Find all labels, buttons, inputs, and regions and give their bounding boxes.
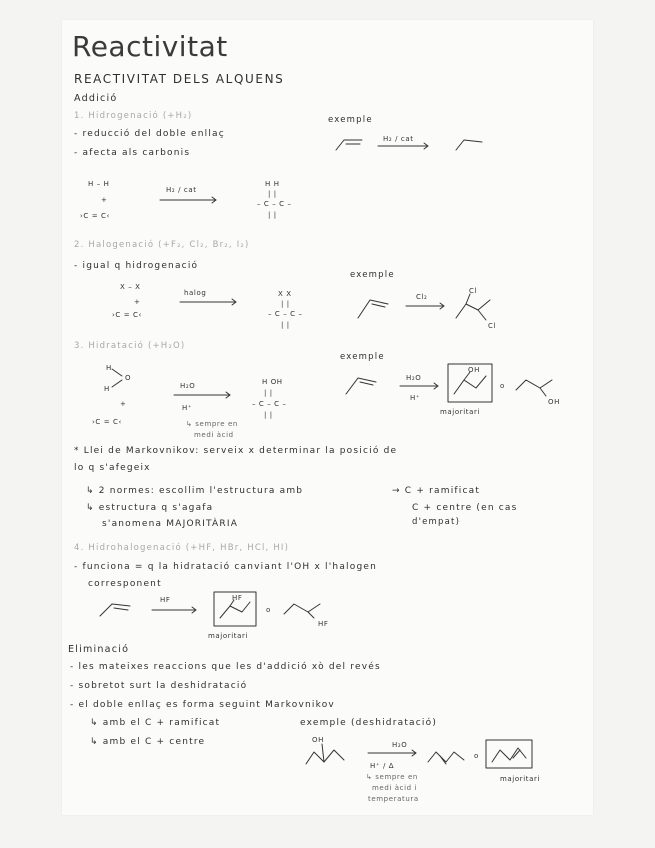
mech-arrow (180, 288, 240, 308)
eliminacio-example (302, 734, 572, 774)
reagent-label: H₂O (406, 374, 422, 382)
mech-product: H OH (262, 378, 283, 386)
mech-product: | | (281, 300, 290, 308)
product-skeleton (220, 602, 250, 618)
major-skeleton (492, 748, 526, 762)
markovnikov-rule: * Llei de Markovnikov: serveix x determinar la posició de (74, 446, 398, 456)
hidrohalogenacio-heading: 4. Hidrohalogenació (+HF, HBr, HCl, HI) (74, 543, 290, 553)
condition-note: ↳ sempre en (366, 773, 418, 781)
reagent-label: halog (184, 289, 207, 297)
hidrogenacio-heading: 1. Hidrogenació (+H₂) (74, 111, 193, 121)
eliminacio-sub: ↳ amb el C + centre (90, 737, 206, 747)
bond (466, 294, 470, 304)
reagent-label: H₂ / cat (166, 186, 197, 194)
reagent-label: HF (160, 596, 171, 604)
example-label: exemple (350, 270, 395, 280)
water-h: H (104, 385, 110, 393)
mech-product: – C – C – (257, 200, 292, 208)
product-skeleton (456, 300, 490, 318)
product-skeleton (454, 376, 486, 394)
major-label: majoritari (500, 775, 541, 783)
condition-note: ↳ sempre en (186, 420, 238, 428)
mech-product: H H (265, 180, 280, 188)
mech-alkene: ›C = C‹ (112, 311, 142, 319)
page-title: Reactivitat (72, 30, 228, 63)
mech-alkene: ›C = C‹ (80, 212, 110, 220)
major-label: majoritari (440, 408, 481, 416)
example-label: exemple (340, 352, 385, 362)
or-sign: o (266, 606, 271, 614)
halogen-label: HF (232, 594, 243, 602)
halogenacio-example (352, 286, 527, 334)
chlorine-atom: Cl (488, 322, 497, 330)
example-label: exemple (328, 115, 373, 125)
condition-note: medi àcid (194, 431, 234, 439)
alkene-skeleton (336, 140, 362, 150)
double-bond (372, 304, 385, 307)
catalyst-label: H⁺ (182, 404, 193, 412)
hydroxyl-label: OH (312, 736, 324, 744)
or-sign: o (500, 382, 505, 390)
eliminacio-point: - sobretot surt la deshidratació (70, 681, 248, 691)
mech-product: | | (264, 389, 273, 397)
mech-product: | | (281, 321, 290, 329)
hidrohalogenacio-point: corresponent (88, 579, 162, 589)
mech-reactant: H – H (88, 180, 110, 188)
hidrohalogenacio-example (92, 590, 362, 644)
alkene-skeleton (358, 300, 388, 318)
mech-alkene: ›C = C‹ (92, 418, 122, 426)
addicio-heading: Addició (74, 93, 118, 104)
markovnikov-norm: → C + ramificat (392, 486, 481, 496)
water-h: H (106, 364, 112, 372)
hydroxyl-label: OH (548, 398, 560, 406)
bond (308, 612, 314, 618)
catalyst-label: H⁺ / Δ (370, 762, 395, 770)
reagent-label: H₂O (180, 382, 196, 390)
major-product-box (486, 740, 532, 768)
alkane-skeleton (456, 140, 482, 150)
halogenacio-point: - igual q hidrogenació (74, 261, 199, 271)
halogenacio-heading: 2. Halogenació (+F₂, Cl₂, Br₂, I₂) (74, 240, 250, 250)
alcohol-skeleton (306, 750, 344, 764)
condition-note: temperatura (368, 795, 419, 803)
mech-product: | | (268, 190, 277, 198)
section-title: REACTIVITAT DELS ALQUENS (74, 72, 285, 86)
alkene-skeleton (428, 752, 464, 762)
chlorine-atom: Cl (469, 287, 478, 295)
condition-note: medi àcid i (372, 784, 418, 792)
reagent-label: H₂ / cat (383, 135, 414, 143)
mech-arrow (174, 380, 234, 414)
markovnikov-norm: C + centre (en cas (412, 503, 518, 513)
minor-product-skeleton (516, 380, 552, 390)
hidrogenacio-point: - reducció del doble enllaç (74, 129, 225, 139)
reagent-label: H₂O (392, 741, 408, 749)
mech-arrow (160, 186, 220, 206)
hidrohalogenacio-point: - funciona = q la hidratació canviant l'OH x l'halogen (74, 562, 377, 572)
bond (478, 310, 486, 320)
eliminacio-sub: ↳ amb el C + ramificat (90, 718, 221, 728)
hidrogenacio-example (330, 130, 500, 160)
mech-reactant: X – X (120, 283, 141, 291)
eliminacio-point: - el doble enllaç es forma seguint Markovnikov (70, 700, 335, 710)
markovnikov-norm: ↳ estructura q s'agafa (86, 503, 214, 513)
minor-product-skeleton (284, 604, 320, 614)
mech-product: | | (264, 411, 273, 419)
mech-product: – C – C – (268, 310, 303, 318)
eliminacio-heading: Eliminació (68, 644, 130, 655)
mech-product: X X (278, 290, 292, 298)
major-label: majoritari (208, 632, 249, 640)
hydroxyl-label: OH (468, 366, 480, 374)
or-sign: o (474, 752, 479, 760)
markovnikov-rule: lo q s'afegeix (74, 463, 151, 473)
double-bond (114, 608, 128, 610)
halogen-label: HF (318, 620, 329, 628)
double-bond (440, 756, 446, 764)
bond (540, 388, 546, 396)
hidratacio-heading: 3. Hidratació (+H₂O) (74, 341, 186, 351)
double-bond (360, 382, 373, 385)
eliminacio-point: - les mateixes reaccions que les d'addició xò del revés (70, 662, 381, 672)
hidrogenacio-point: - afecta als carbonis (74, 148, 191, 158)
catalyst-label: H⁺ (410, 394, 421, 402)
reagent-label: Cl₂ (416, 293, 428, 301)
mech-plus: + (134, 298, 141, 306)
hidratacio-example (340, 362, 570, 418)
water-o: O (125, 374, 132, 382)
mech-plus: + (120, 400, 127, 408)
eliminacio-sub: exemple (deshidratació) (300, 718, 438, 728)
mech-product: – C – C – (252, 400, 287, 408)
markovnikov-norm: s'anomena MAJORITÀRIA (102, 519, 239, 529)
mech-product: | | (268, 211, 277, 219)
markovnikov-norm: ↳ 2 normes: escollim l'estructura amb (86, 486, 304, 496)
mech-plus: + (101, 196, 108, 204)
markovnikov-norm: d'empat) (412, 517, 461, 527)
water-bonds (110, 366, 130, 390)
bond (322, 744, 324, 762)
alkene-skeleton (346, 378, 376, 394)
